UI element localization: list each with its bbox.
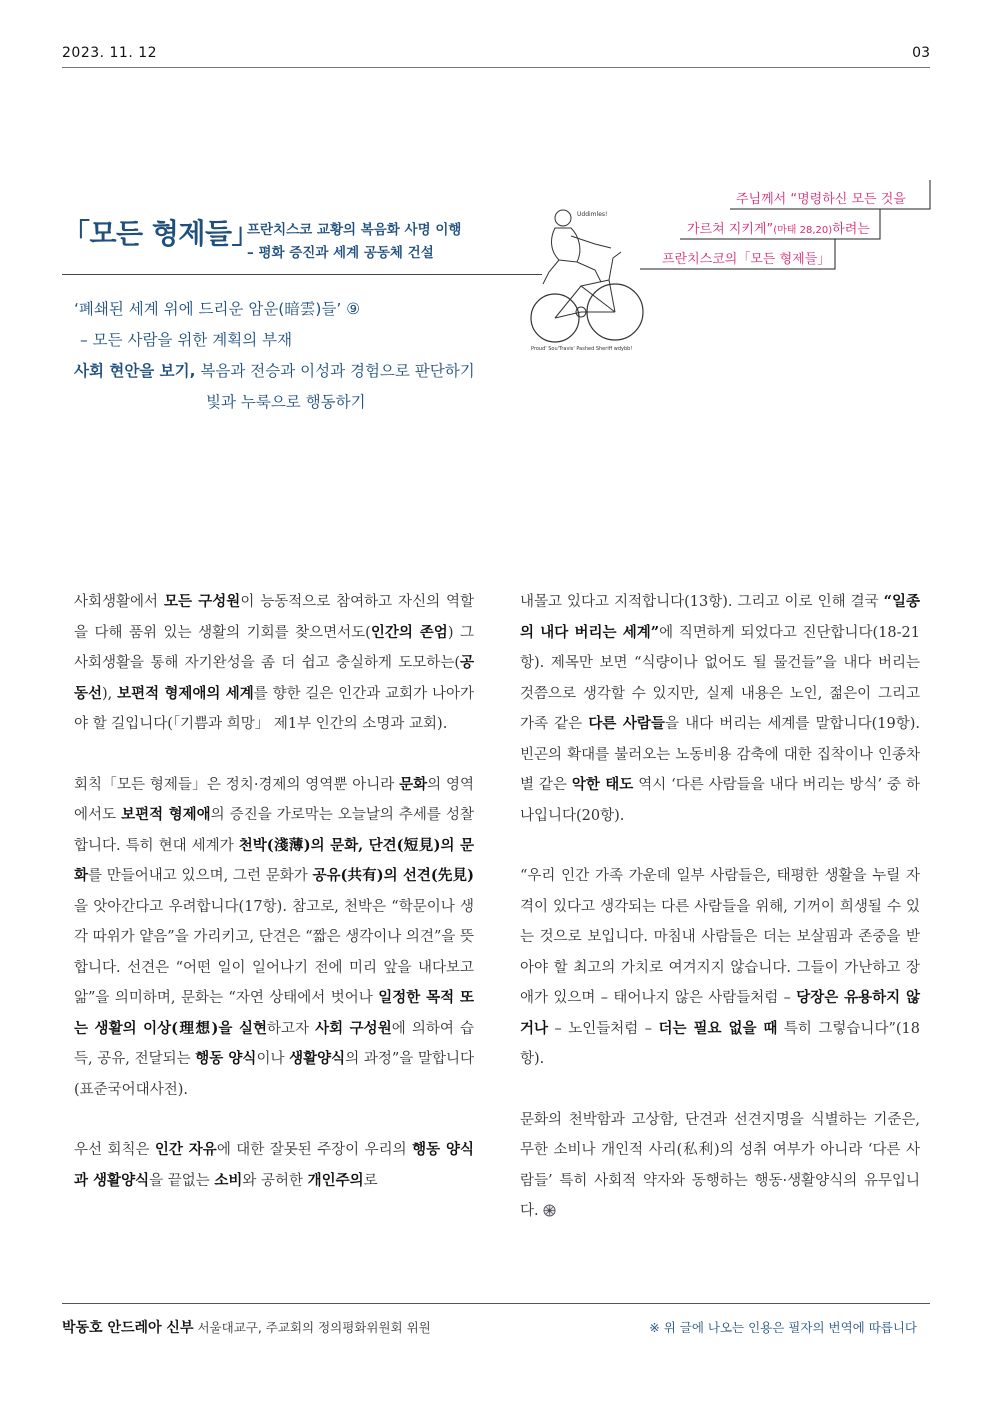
topic-line-3 <box>74 356 475 387</box>
emphasis-text: 소비 <box>214 1171 243 1189</box>
motto-reference: (마태 28,20) <box>773 225 833 236</box>
body-text: 사회생활에서 <box>74 594 164 610</box>
footer-divider <box>62 1303 930 1304</box>
series-subtitle <box>247 219 461 265</box>
emphasis-text: 보편적 형제애 <box>121 806 211 823</box>
emphasis-text: 모든 구성원 <box>163 593 241 610</box>
body-text: – 노인들처럼 – <box>548 1020 659 1037</box>
emphasis-text: 인간 자유 <box>154 1141 217 1158</box>
paragraph <box>520 587 920 831</box>
topic-line-3-bold: 사회 현안을 보기, <box>74 362 196 380</box>
emphasis-text: 더는 필요 없을 때 <box>658 1019 778 1037</box>
end-mark-icon <box>543 1204 556 1217</box>
body-text: 우선 회칙은 <box>74 1142 155 1158</box>
motto-line-3: 프란치스코의「모든 형제들」 <box>662 252 831 267</box>
header-divider <box>62 67 930 68</box>
topic-block <box>74 294 475 418</box>
body-text: 을 앗아간다고 우려합니다(17항). 참고로, 천박은 “학문이나 생각 따위가 얕음”을 가리키고, 단견은 “짧은 생각이나 의견”을 뜻합니다. 선견은 “어떤 일이 일어나기 전에 미리 앞을 내다보고 앎”을 의미하며, 문화는 “자연 상태에서 벗어나 <box>74 898 474 1006</box>
body-text: 역시 ‘다른 사람들을 내다 버리는 방식’ 중 하나입니다(20항). <box>520 777 920 824</box>
emphasis-text: 당장은 유용하지 않거나 <box>520 989 920 1037</box>
paragraph <box>520 1105 920 1227</box>
right-column <box>520 587 920 1257</box>
topic-line-2: – 모든 사람을 위한 계획의 부재 <box>80 331 293 349</box>
emphasis-text: 인간의 존엄 <box>370 623 448 641</box>
author-role: 서울대교구, 주교회의 정의평화위원회 위원 <box>197 1320 431 1335</box>
topic-line-4: 빛과 누룩으로 행동하기 <box>206 393 366 411</box>
motto-line-2 <box>687 218 870 237</box>
body-text: 로 <box>363 1172 378 1189</box>
body-text: 에 의하여 습득, 공유, 전달되는 <box>74 1020 474 1067</box>
body-text: ), <box>102 685 118 702</box>
series-title: 「모든 형제들」 <box>62 217 259 250</box>
body-text: 을 끝없는 <box>149 1172 215 1189</box>
motto-line-1: 주님께서 “명령하신 모든 것을 <box>736 192 906 207</box>
emphasis-text: 사회 구성원 <box>315 1019 392 1037</box>
body-text: 이 능동적으로 참여하고 자신의 역할을 다해 품위 있는 생활의 기회를 찾으면서도( <box>74 594 474 641</box>
body-text: “우리 인간 가족 가운데 일부 사람들은, 태평한 생활을 누릴 자격이 있다고 생각되는 다른 사람들을 위해, 기꺼이 희생될 수 있는 것으로 보입니다. 마침내 사람들은 더는 보살핌과 존중을 받아야 할 최고의 가치로 여겨지지 않습니다. 그들이 가난하고 장애가 있으며 – 태어나지 않은 사람들처럼 – <box>520 868 920 1006</box>
emphasis-text: 행동 양식과 생활양식 <box>74 1141 474 1189</box>
body-text: 특히 그렇습니다”(18항). <box>520 1020 920 1067</box>
emphasis-text: 공유(共有)의 선견(先見) <box>312 867 474 884</box>
paragraph <box>74 770 474 1106</box>
translation-note: ※ 위 글에 나오는 인용은 필자의 번역에 따릅니다 <box>649 1320 917 1335</box>
author-credit <box>62 1317 431 1337</box>
illustration-label-bottom: Proud' Sou'Travis' Pashed Sheriff wdybb! <box>531 346 633 352</box>
subtitle-line-1: 프란치스코 교황의 복음화 사명 이행 <box>247 222 462 238</box>
subtitle-line-2: – 평화 증진과 세계 공동체 건설 <box>247 245 434 261</box>
topic-line-1: ‘폐쇄된 세계 위에 드리운 암운(暗雲)들’ ⑨ <box>74 300 361 318</box>
bicycle-rider-illustration <box>525 200 645 360</box>
emphasis-text: 다른 사람들 <box>588 715 665 732</box>
emphasis-text: 생활양식 <box>289 1050 346 1067</box>
body-text: 문화의 천박함과 고상함, 단견과 선견지명을 식별하는 기준은, 무한 소비나 개인적 사리(私利)의 성취 여부가 아니라 ‘다른 사람들’ 특히 사회적 약자와 동행하는 행동·생활양식의 유무입니다. <box>520 1111 920 1219</box>
paragraph <box>74 1135 474 1196</box>
body-text: 에 대한 잘못된 주장이 우리의 <box>216 1142 413 1158</box>
paragraph <box>520 861 920 1075</box>
emphasis-text: 악한 태도 <box>571 776 634 793</box>
paragraph <box>74 587 474 740</box>
emphasis-text: 문화 <box>399 775 428 793</box>
author-name: 박동호 안드레아 신부 <box>62 1320 194 1336</box>
body-text: ) 그 사회생활을 통해 자기완성을 좀 더 쉽고 충실하게 도모하는( <box>74 624 474 671</box>
body-text: 의 영역에서도 <box>74 776 474 823</box>
body-text: 하고자 <box>266 1020 316 1037</box>
emphasis-text: “일종의 내다 버리는 세계” <box>520 593 920 641</box>
emphasis-text: 행동 양식 <box>195 1050 257 1067</box>
motto-line-2-main: 가르쳐 지키게” <box>687 222 774 237</box>
body-text: 회칙「모든 형제들」은 정치·경제의 영역뿐 아니라 <box>74 776 400 793</box>
body-text: 내몰고 있다고 지적합니다(13항). 그리고 이로 인해 결국 <box>520 594 884 610</box>
emphasis-text: 천박(淺薄)의 문화, 단견(短見)의 문화 <box>74 836 474 884</box>
emphasis-text: 개인주의 <box>307 1171 364 1189</box>
body-text: 의 과정”을 말합니다(표준국어대사전). <box>74 1051 475 1098</box>
title-divider <box>62 274 542 275</box>
emphasis-text: 일정한 목적 또는 생활의 이상(理想)을 실현 <box>74 989 475 1037</box>
body-text: 이나 <box>256 1051 290 1067</box>
body-text: 에 직면하게 되었다고 진단합니다(18-21항). 제목만 보면 “식량이나 없어도 될 물건들”을 내다 버리는 것쯤으로 생각할 수 있지만, 실제 내용은 노인, 젊은이 그리고 가족 같은 <box>520 624 920 732</box>
emphasis-text: 공동선 <box>74 654 474 702</box>
body-text: 를 향한 길은 인간과 교회가 나아가야 할 길입니다(「기쁨과 희망」 제1부 인간의 소명과 교회). <box>74 685 474 732</box>
body-text: 을 내다 버리는 세계를 말합니다(19항). 빈곤의 확대를 불러오는 노동비용 감축에 대한 집착이나 인종차별 같은 <box>520 716 920 793</box>
issue-date: 2023. 11. 12 <box>62 45 158 61</box>
left-column <box>74 587 474 1226</box>
emphasis-text: 보편적 형제애의 세계 <box>117 684 254 702</box>
topic-line-3-rest: 복음과 전승과 이성과 경험으로 판단하기 <box>195 362 475 380</box>
page-number: 03 <box>912 45 930 61</box>
body-text: 와 공허한 <box>242 1172 308 1189</box>
body-text: 를 만들어내고 있으며, 그런 문화가 <box>88 868 313 884</box>
illustration-label-top: Uddimles! <box>577 211 608 218</box>
motto-line-2-end: 하려는 <box>832 222 870 237</box>
body-text: 의 증진을 가로막는 오늘날의 추세를 성찰합니다. 특히 현대 세계가 <box>74 807 474 854</box>
